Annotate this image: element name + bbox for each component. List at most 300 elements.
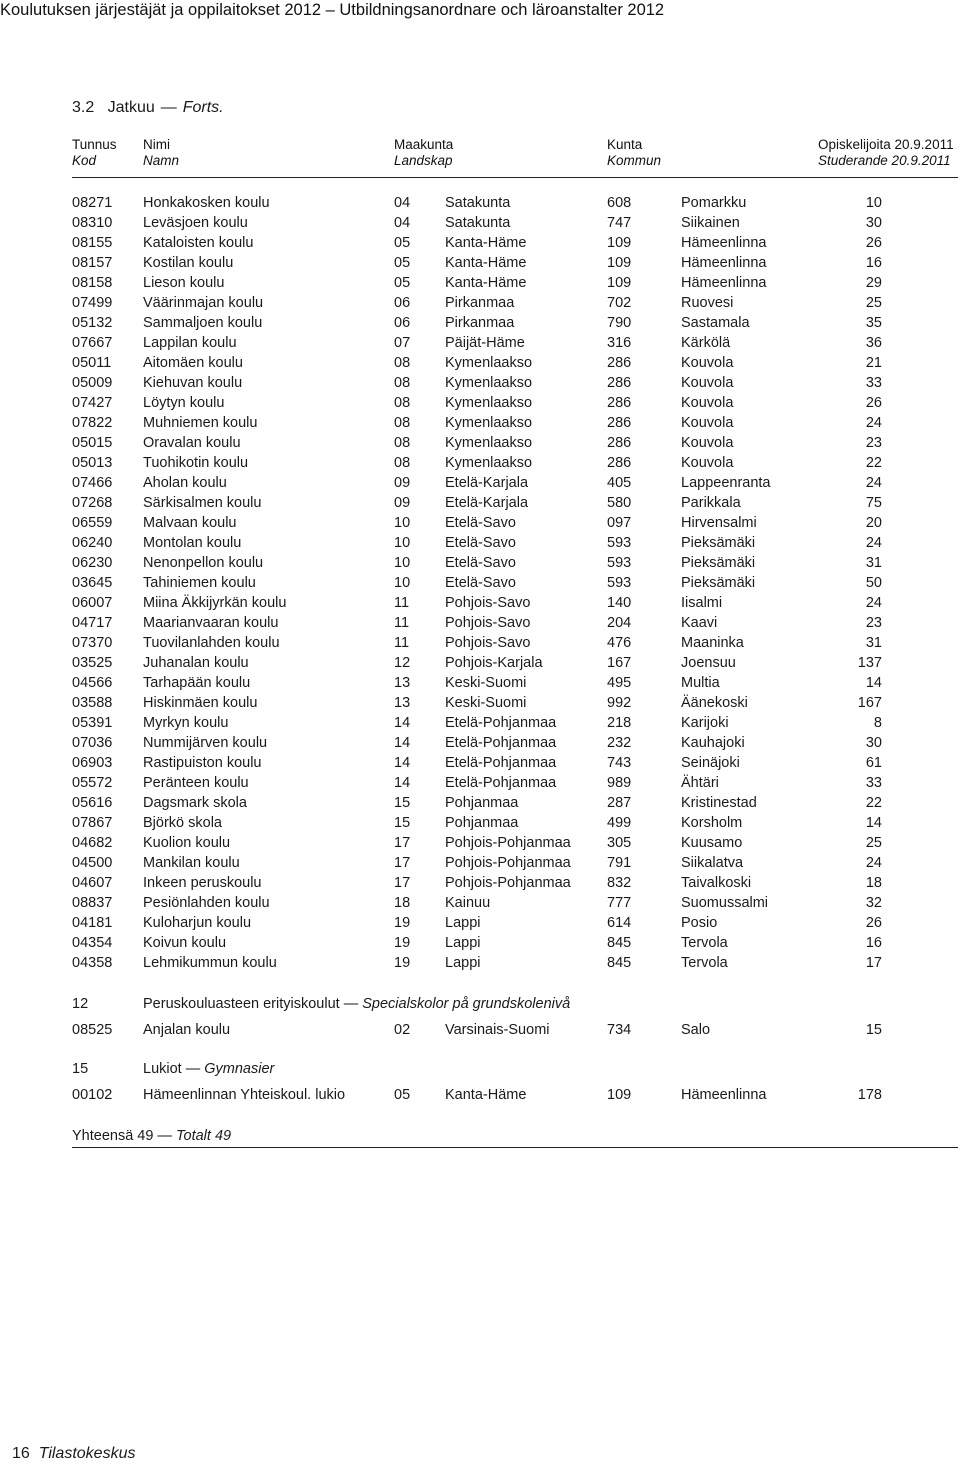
municipality-code: 845 [607, 935, 632, 951]
student-count: 25 [865, 295, 882, 311]
municipality-name: Hämeenlinna [681, 255, 767, 271]
region-code: 19 [394, 935, 411, 951]
municipality-code: 790 [607, 315, 632, 331]
school-name: Kuolion koulu [143, 835, 231, 851]
school-name: Tarhapään koulu [143, 675, 251, 691]
region-name: Kymenlaakso [445, 355, 533, 371]
student-count: 18 [865, 875, 882, 891]
school-name: Hiskinmäen koulu [143, 695, 258, 711]
region-code: 10 [394, 515, 411, 531]
table-row [72, 333, 892, 353]
page-number: 16 [12, 1445, 30, 1462]
region-name: Etelä-Karjala [445, 495, 529, 511]
school-name: Peränteen koulu [143, 775, 249, 791]
student-count: 20 [865, 515, 882, 531]
table-row [72, 933, 892, 953]
column-header-name: Nimi Namn [143, 137, 180, 168]
school-name: Lieson koulu [143, 275, 225, 291]
school-name: Lappilan koulu [143, 335, 237, 351]
school-code: 07499 [72, 295, 113, 311]
region-code: 19 [394, 915, 411, 931]
region-name: Pohjois-Savo [445, 615, 531, 631]
school-name: Rastipuiston koulu [143, 755, 262, 771]
group-15-row: 00102 Hämeenlinnan Yhteiskoul. lukio 05 Kanta-Häme 109 Hämeenlinna 178 [72, 1087, 882, 1103]
student-count: 33 [865, 775, 882, 791]
school-name: Aholan koulu [143, 475, 227, 491]
region-name: Pohjois-Karjala [445, 655, 543, 671]
school-name: Nummijärven koulu [143, 735, 268, 751]
table-row [72, 693, 892, 713]
school-code: 07466 [72, 475, 113, 491]
region-code: 18 [394, 895, 411, 911]
student-count: 30 [865, 215, 882, 231]
municipality-name: Maaninka [681, 635, 744, 651]
table-row [72, 353, 892, 373]
table-row [72, 373, 892, 393]
municipality-code: 286 [607, 415, 632, 431]
student-count: 23 [865, 615, 882, 631]
school-name: Honkakosken koulu [143, 195, 270, 211]
school-code: 08155 [72, 235, 113, 251]
table-row [72, 753, 892, 773]
school-name: Inkeen peruskoulu [143, 875, 262, 891]
school-code: 06903 [72, 755, 113, 771]
page-header: Koulutuksen järjestäjät ja oppilaitokset 2012 – Utbildningsanordnare och läroanstalter 2012 [0, 1, 665, 19]
municipality-code: 305 [607, 835, 632, 851]
school-code: 04500 [72, 855, 113, 871]
table-row [72, 253, 892, 273]
student-count: 167 [857, 695, 882, 711]
region-name: Pohjois-Pohjanmaa [445, 875, 571, 891]
region-code: 17 [394, 875, 411, 891]
school-code: 04354 [72, 935, 113, 951]
column-header-code: Tunnus Kod [72, 137, 117, 168]
section-number: 3.2 [72, 99, 95, 116]
school-name: Malvaan koulu [143, 515, 237, 531]
region-code: 10 [394, 575, 411, 591]
municipality-name: Korsholm [681, 815, 743, 831]
region-code: 13 [394, 695, 411, 711]
municipality-code: 702 [607, 295, 632, 311]
school-code: 08157 [72, 255, 113, 271]
region-name: Etelä-Pohjanmaa [445, 735, 557, 751]
table-row [72, 193, 892, 213]
school-name: Björkö skola [143, 815, 222, 831]
region-code: 04 [394, 215, 411, 231]
municipality-name: Kouvola [681, 375, 734, 391]
municipality-code: 832 [607, 875, 632, 891]
school-name: Kataloisten koulu [143, 235, 254, 251]
region-name: Lappi [445, 935, 481, 951]
region-name: Satakunta [445, 195, 511, 211]
school-code: 07370 [72, 635, 113, 651]
table-row [72, 393, 892, 413]
region-code: 14 [394, 755, 411, 771]
student-count: 35 [865, 315, 882, 331]
school-code: 04607 [72, 875, 113, 891]
school-name: Väärinmajan koulu [143, 295, 264, 311]
school-code: 04181 [72, 915, 113, 931]
municipality-code: 845 [607, 955, 632, 971]
region-code: 09 [394, 495, 411, 511]
municipality-code: 287 [607, 795, 632, 811]
municipality-name: Suomussalmi [681, 895, 769, 911]
school-code: 03525 [72, 655, 113, 671]
school-code: 05015 [72, 435, 113, 451]
region-code: 06 [394, 295, 411, 311]
region-code: 05 [394, 255, 411, 271]
table-row [72, 853, 892, 873]
school-code: 08158 [72, 275, 113, 291]
municipality-name: Kouvola [681, 355, 734, 371]
school-name: Muhniemen koulu [143, 415, 258, 431]
municipality-name: Ruovesi [681, 295, 734, 311]
total-line: Yhteensä 49 — Totalt 49 [72, 1128, 232, 1144]
school-name: Oravalan koulu [143, 435, 241, 451]
municipality-code: 286 [607, 395, 632, 411]
student-count: 32 [865, 895, 882, 911]
region-code: 11 [394, 635, 410, 651]
student-count: 24 [865, 595, 882, 611]
student-count: 36 [865, 335, 882, 351]
table-row [72, 733, 892, 753]
student-count: 30 [865, 735, 882, 751]
municipality-code: 204 [607, 615, 632, 631]
municipality-code: 777 [607, 895, 632, 911]
school-code: 05013 [72, 455, 113, 471]
municipality-code: 499 [607, 815, 632, 831]
region-code: 17 [394, 835, 411, 851]
student-count: 22 [865, 455, 882, 471]
group-12-heading: 12 Peruskouluasteen erityiskoulut — Specialskolor på grundskolenivå [72, 996, 571, 1012]
region-code: 06 [394, 315, 411, 331]
group-12-row: 08525 Anjalan koulu 02 Varsinais-Suomi 734 Salo 15 [72, 1022, 882, 1038]
school-name: Löytyn koulu [143, 395, 225, 411]
student-count: 23 [865, 435, 882, 451]
municipality-code: 593 [607, 575, 632, 591]
region-name: Pohjois-Savo [445, 635, 531, 651]
student-count: 137 [857, 655, 882, 671]
municipality-code: 495 [607, 675, 632, 691]
municipality-code: 286 [607, 355, 632, 371]
region-code: 05 [394, 235, 411, 251]
region-code: 08 [394, 455, 411, 471]
table-row [72, 553, 892, 573]
region-name: Pohjois-Savo [445, 595, 531, 611]
municipality-name: Pieksämäki [681, 555, 756, 571]
municipality-name: Hämeenlinna [681, 275, 767, 291]
table-row [72, 613, 892, 633]
region-name: Pirkanmaa [445, 315, 515, 331]
municipality-code: 109 [607, 235, 632, 251]
table-row [72, 413, 892, 433]
municipality-code: 580 [607, 495, 632, 511]
school-name: Aitomäen koulu [143, 355, 243, 371]
region-code: 11 [394, 595, 410, 611]
region-code: 13 [394, 675, 411, 691]
region-code: 08 [394, 435, 411, 451]
region-name: Etelä-Pohjanmaa [445, 755, 557, 771]
region-name: Kymenlaakso [445, 455, 533, 471]
school-name: Nenonpellon koulu [143, 555, 264, 571]
region-name: Kainuu [445, 895, 491, 911]
table-row [72, 653, 892, 673]
school-name: Miina Äkkijyrkän koulu [143, 595, 287, 611]
municipality-name: Sastamala [681, 315, 750, 331]
municipality-name: Siikainen [681, 215, 740, 231]
region-code: 04 [394, 195, 411, 211]
school-code: 08310 [72, 215, 113, 231]
region-code: 10 [394, 555, 411, 571]
municipality-code: 593 [607, 555, 632, 571]
school-code: 06240 [72, 535, 113, 551]
table-row [72, 633, 892, 653]
column-header-students: Opiskelijoita 20.9.2011 Studerande 20.9.2011 [818, 137, 954, 168]
student-count: 61 [865, 755, 882, 771]
student-count: 26 [865, 915, 882, 931]
region-name: Etelä-Savo [445, 515, 516, 531]
student-count: 25 [865, 835, 882, 851]
region-name: Pohjois-Pohjanmaa [445, 835, 571, 851]
student-count: 75 [865, 495, 882, 511]
region-code: 19 [394, 955, 411, 971]
table-row [72, 433, 892, 453]
student-count: 24 [865, 535, 882, 551]
municipality-name: Kouvola [681, 395, 734, 411]
student-count: 8 [873, 715, 882, 731]
student-count: 22 [865, 795, 882, 811]
municipality-name: Kouvola [681, 415, 734, 431]
municipality-name: Hämeenlinna [681, 235, 767, 251]
school-name: Myrkyn koulu [143, 715, 229, 731]
municipality-name: Ähtäri [681, 775, 719, 791]
student-count: 10 [865, 195, 882, 211]
region-name: Pirkanmaa [445, 295, 515, 311]
school-name: Tuovilanlahden koulu [143, 635, 280, 651]
municipality-code: 992 [607, 695, 632, 711]
school-code: 07268 [72, 495, 113, 511]
school-code: 07427 [72, 395, 113, 411]
municipality-code: 097 [607, 515, 632, 531]
section-heading: 3.2 Jatkuu — Forts. [72, 99, 224, 116]
table-row [72, 773, 892, 793]
table-row [72, 593, 892, 613]
region-code: 15 [394, 815, 411, 831]
region-name: Etelä-Karjala [445, 475, 529, 491]
municipality-name: Iisalmi [681, 595, 723, 611]
region-code: 08 [394, 375, 411, 391]
student-count: 14 [865, 815, 882, 831]
school-code: 04358 [72, 955, 113, 971]
school-code: 04682 [72, 835, 113, 851]
table-row [72, 673, 892, 693]
table-row [72, 293, 892, 313]
student-count: 24 [865, 415, 882, 431]
publisher: Tilastokeskus [38, 1445, 136, 1462]
region-code: 17 [394, 855, 411, 871]
region-code: 08 [394, 415, 411, 431]
header-rule [72, 177, 958, 178]
table-row [72, 273, 892, 293]
municipality-name: Pomarkku [681, 195, 747, 211]
table-row [72, 953, 892, 973]
region-name: Etelä-Savo [445, 535, 516, 551]
school-name: Kiehuvan koulu [143, 375, 243, 391]
table-row [72, 893, 892, 913]
municipality-code: 747 [607, 215, 632, 231]
school-name: Särkisalmen koulu [143, 495, 262, 511]
municipality-code: 405 [607, 475, 632, 491]
page-footer [12, 1444, 135, 1464]
region-name: Etelä-Pohjanmaa [445, 775, 557, 791]
school-name: Lehmikummun koulu [143, 955, 277, 971]
region-code: 14 [394, 735, 411, 751]
table-row [72, 213, 892, 233]
region-name: Pohjanmaa [445, 795, 519, 811]
municipality-name: Siikalatva [681, 855, 744, 871]
region-name: Pohjois-Pohjanmaa [445, 855, 571, 871]
table-row [72, 473, 892, 493]
school-code: 05132 [72, 315, 113, 331]
region-code: 11 [394, 615, 410, 631]
table-row [72, 453, 892, 473]
municipality-code: 232 [607, 735, 632, 751]
municipality-code: 286 [607, 435, 632, 451]
municipality-code: 218 [607, 715, 632, 731]
region-name: Kymenlaakso [445, 415, 533, 431]
municipality-code: 109 [607, 275, 632, 291]
municipality-name: Karijoki [681, 715, 729, 731]
region-name: Pohjanmaa [445, 815, 519, 831]
school-code: 05572 [72, 775, 113, 791]
region-name: Satakunta [445, 215, 511, 231]
student-count: 26 [865, 235, 882, 251]
school-code: 04717 [72, 615, 113, 631]
table-row [72, 813, 892, 833]
table-row [72, 873, 892, 893]
municipality-code: 593 [607, 535, 632, 551]
municipality-name: Kärkölä [681, 335, 731, 351]
municipality-code: 989 [607, 775, 632, 791]
school-code: 08271 [72, 195, 113, 211]
student-count: 17 [865, 955, 882, 971]
table-row [72, 313, 892, 333]
municipality-code: 140 [607, 595, 632, 611]
table-row [72, 793, 892, 813]
region-name: Etelä-Savo [445, 575, 516, 591]
school-name: Tahiniemen koulu [143, 575, 256, 591]
footer-rule [72, 1147, 958, 1148]
school-code: 07667 [72, 335, 113, 351]
school-name: Pesiönlahden koulu [143, 895, 270, 911]
school-code: 03645 [72, 575, 113, 591]
student-count: 31 [865, 555, 882, 571]
student-count: 24 [865, 855, 882, 871]
section-title: Jatkuu [107, 99, 155, 116]
municipality-name: Kouvola [681, 435, 734, 451]
school-name: Kostilan koulu [143, 255, 234, 271]
municipality-name: Lappeenranta [681, 475, 771, 491]
section-title-sv: Forts. [182, 99, 224, 116]
region-name: Keski-Suomi [445, 675, 527, 691]
student-count: 16 [865, 935, 882, 951]
municipality-code: 608 [607, 195, 632, 211]
municipality-name: Tervola [681, 955, 728, 971]
school-name: Montolan koulu [143, 535, 242, 551]
municipality-name: Seinäjoki [681, 755, 740, 771]
school-code: 05616 [72, 795, 113, 811]
municipality-name: Kouvola [681, 455, 734, 471]
school-name: Leväsjoen koulu [143, 215, 248, 231]
municipality-code: 476 [607, 635, 632, 651]
region-name: Kanta-Häme [445, 255, 527, 271]
municipality-code: 791 [607, 855, 632, 871]
table-row [72, 833, 892, 853]
table-row [72, 493, 892, 513]
student-count: 29 [865, 275, 882, 291]
student-count: 50 [865, 575, 882, 591]
school-table [72, 193, 892, 973]
school-name: Mankilan koulu [143, 855, 240, 871]
region-name: Kymenlaakso [445, 435, 533, 451]
municipality-name: Kuusamo [681, 835, 743, 851]
region-name: Kymenlaakso [445, 395, 533, 411]
school-code: 06559 [72, 515, 113, 531]
region-code: 14 [394, 715, 411, 731]
school-name: Dagsmark skola [143, 795, 247, 811]
region-name: Lappi [445, 955, 481, 971]
municipality-name: Kauhajoki [681, 735, 745, 751]
region-code: 09 [394, 475, 411, 491]
student-count: 26 [865, 395, 882, 411]
column-header-region: Maakunta Landskap [394, 137, 454, 168]
municipality-name: Parikkala [681, 495, 741, 511]
municipality-name: Multia [681, 675, 720, 691]
region-code: 14 [394, 775, 411, 791]
student-count: 21 [865, 355, 882, 371]
school-code: 07036 [72, 735, 113, 751]
school-name: Tuohikotin koulu [143, 455, 249, 471]
column-header-municipality: Kunta Kommun [607, 137, 662, 168]
region-name: Kymenlaakso [445, 375, 533, 391]
region-name: Etelä-Savo [445, 555, 516, 571]
region-code: 05 [394, 275, 411, 291]
region-name: Keski-Suomi [445, 695, 527, 711]
school-name: Juhanalan koulu [143, 655, 249, 671]
municipality-code: 743 [607, 755, 632, 771]
region-code: 10 [394, 535, 411, 551]
municipality-code: 316 [607, 335, 632, 351]
municipality-name: Hirvensalmi [681, 515, 757, 531]
student-count: 24 [865, 475, 882, 491]
region-name: Etelä-Pohjanmaa [445, 715, 557, 731]
municipality-code: 286 [607, 455, 632, 471]
table-row [72, 573, 892, 593]
region-code: 12 [394, 655, 411, 671]
municipality-name: Posio [681, 915, 718, 931]
school-name: Maarianvaaran koulu [143, 615, 279, 631]
municipality-name: Joensuu [681, 655, 736, 671]
municipality-name: Pieksämäki [681, 575, 756, 591]
student-count: 33 [865, 375, 882, 391]
table-row [72, 713, 892, 733]
municipality-name: Kaavi [681, 615, 718, 631]
student-count: 16 [865, 255, 882, 271]
school-code: 05391 [72, 715, 113, 731]
school-code: 04566 [72, 675, 113, 691]
municipality-name: Tervola [681, 935, 728, 951]
table-row [72, 913, 892, 933]
